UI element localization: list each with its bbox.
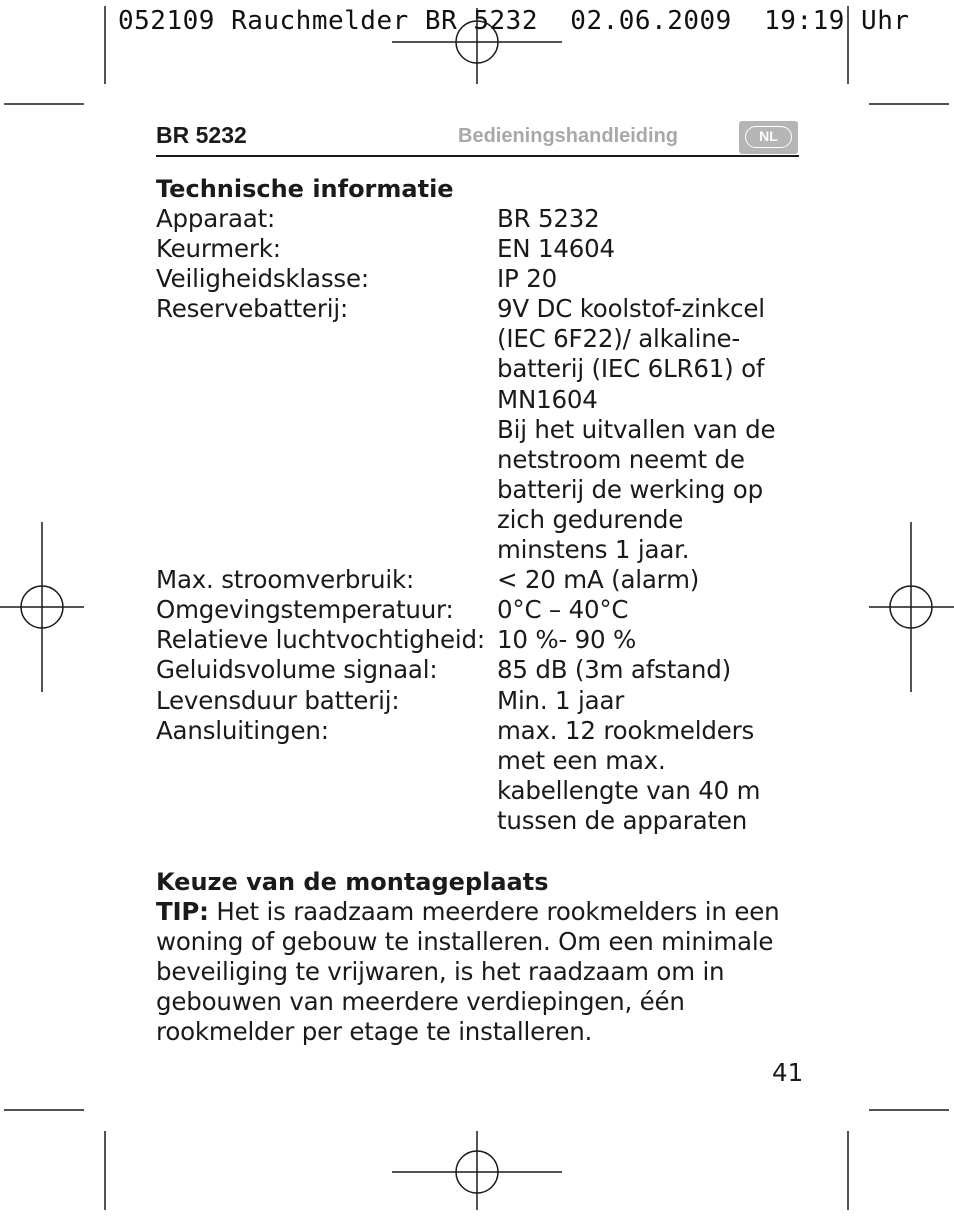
spec-label: Veiligheidsklasse: — [156, 264, 369, 294]
spec-value: 0°C – 40°C — [497, 595, 629, 625]
spec-row — [156, 264, 816, 294]
spec-label: Apparaat: — [156, 204, 276, 233]
spec-value: max. 12 rookmelders met een max. kabellengte van 40 m tussen de apparaten — [497, 715, 761, 835]
spec-value: 9V DC koolstof-zinkcel (IEC 6F22)/ alkaline- batterij (IEC 6LR61) of MN1604 Bij het uitvallen van de netstroom neemt de batterij de werking op zich gedurende minstens 1 jaar. — [497, 294, 776, 565]
mounting-title: Keuze van de montageplaats — [156, 868, 549, 896]
page-number: 41 — [772, 1058, 804, 1087]
spec-label: Geluidsvolume signaal: — [156, 655, 438, 685]
spec-value: EN 14604 — [497, 234, 615, 264]
spec-label: Aansluitingen: — [156, 715, 329, 745]
tip-paragraph — [156, 897, 806, 1047]
language-badge-label: NL — [745, 126, 792, 148]
header-divider — [156, 155, 799, 157]
spec-row — [156, 204, 816, 234]
spec-label: Keurmerk: — [156, 234, 281, 264]
spec-row — [156, 234, 816, 264]
spec-label: Reservebatterij: — [156, 294, 349, 324]
spec-value: 85 dB (3m afstand) — [497, 655, 731, 685]
language-badge — [739, 121, 798, 154]
spec-label: Levensduur batterij: — [156, 685, 400, 715]
print-slug: 052109 Rauchmelder BR 5232 02.06.2009 19:19 Uhr — [118, 6, 910, 36]
spec-value: Min. 1 jaar — [497, 685, 625, 715]
technical-info-title: Technische informatie — [156, 175, 454, 203]
spec-label: Relatieve luchtvochtigheid: — [156, 625, 485, 655]
spec-row — [156, 565, 816, 595]
tip-label: TIP: — [156, 897, 209, 926]
spec-row — [156, 655, 816, 685]
spec-row — [156, 595, 816, 625]
spec-label: Max. stroomverbruik: — [156, 565, 415, 595]
spec-row — [156, 716, 816, 836]
header-document-type: Bedieningshandleiding — [458, 125, 679, 147]
spec-value: 10 %- 90 % — [497, 625, 637, 655]
tip-text: Het is raadzaam meerdere rookmelders in een woning of gebouw te installeren. Om een minimale beveiliging te vrijwaren, is het raadzaam om in gebouwen van meerdere verdiepingen, één rookmelder per etage te installeren. — [156, 897, 780, 1047]
spec-value: BR 5232 — [497, 204, 600, 233]
spec-row — [156, 625, 816, 655]
header-model: BR 5232 — [156, 122, 247, 148]
spec-row — [156, 294, 816, 565]
spec-value: < 20 mA (alarm) — [497, 565, 700, 595]
spec-table — [156, 204, 816, 836]
spec-row — [156, 686, 816, 716]
spec-label: Omgevingstemperatuur: — [156, 595, 454, 625]
spec-value: IP 20 — [497, 264, 557, 294]
